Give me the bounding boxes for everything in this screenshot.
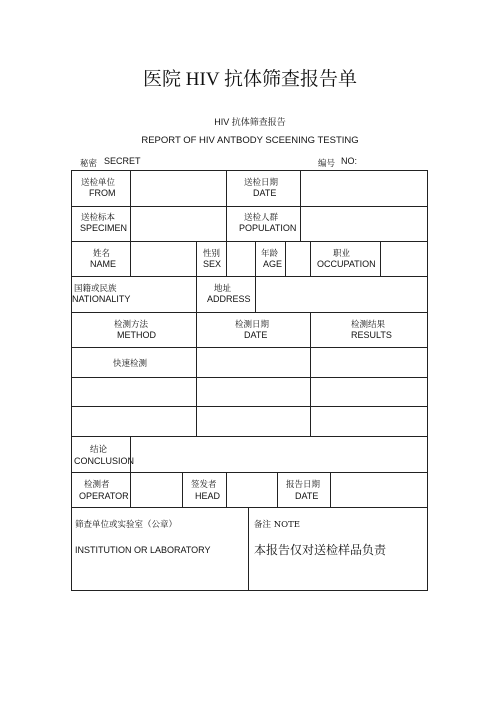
operator-label-cn: 检测者 bbox=[84, 480, 110, 490]
nationality-label-en: NATIONALITY bbox=[72, 294, 131, 304]
page-title: 医院 HIV 抗体筛查报告单 bbox=[143, 69, 357, 90]
number-label-en: NO: bbox=[341, 156, 358, 166]
results-label-en: RESULTS bbox=[351, 330, 392, 340]
conclusion-label-cn: 结论 bbox=[90, 445, 108, 455]
note-text: 本报告仅对送检样品负责 bbox=[254, 543, 387, 557]
date-label-cn: 送检日期 bbox=[244, 178, 279, 188]
from-label-en: FROM bbox=[89, 188, 116, 198]
conclusion-field[interactable] bbox=[131, 437, 426, 471]
date-label-en: DATE bbox=[253, 188, 277, 198]
name-label-cn: 姓名 bbox=[93, 249, 111, 259]
method-label-cn: 检测方法 bbox=[114, 320, 149, 330]
population-label-cn: 送检人群 bbox=[244, 213, 279, 223]
occupation-field[interactable] bbox=[381, 242, 426, 275]
population-field[interactable] bbox=[301, 207, 426, 240]
head-label-en: HEAD bbox=[195, 491, 221, 501]
note-label: 备注 NOTE bbox=[254, 520, 300, 530]
results-label-cn: 检测结果 bbox=[351, 320, 386, 330]
reportdate-label-cn: 报告日期 bbox=[286, 480, 321, 490]
secret-label-cn: 秘密 bbox=[80, 159, 98, 169]
sex-label-cn: 性别 bbox=[203, 249, 221, 259]
reportdate-label-en: DATE bbox=[295, 491, 319, 501]
specimen-label-en: SPECIMEN bbox=[80, 223, 128, 233]
rapid-test-date-field[interactable] bbox=[197, 348, 309, 376]
age-field[interactable] bbox=[286, 242, 309, 275]
method-label-en: METHOD bbox=[117, 330, 156, 340]
conclusion-label-en: CONCLUSION bbox=[74, 456, 135, 466]
subtitle-cn: HIV 抗体筛查报告 bbox=[214, 117, 286, 127]
name-label-en: NAME bbox=[90, 259, 117, 269]
subtitle-en: REPORT OF HIV ANTBODY SCEENING TESTING bbox=[141, 135, 359, 146]
age-label-en: AGE bbox=[263, 259, 283, 269]
testdate-label-en: DATE bbox=[244, 330, 268, 340]
sex-label-en: SEX bbox=[203, 259, 222, 269]
occupation-label-en: OCCUPATION bbox=[317, 259, 376, 269]
nationality-label-cn: 国籍或民族 bbox=[74, 284, 117, 294]
nationality-field[interactable] bbox=[131, 277, 195, 311]
from-field[interactable] bbox=[131, 171, 225, 205]
institution-label-en: INSTITUTION OR LABORATORY bbox=[75, 545, 211, 555]
sex-field[interactable] bbox=[227, 242, 254, 275]
address-field[interactable] bbox=[256, 277, 426, 311]
operator-label-en: OPERATOR bbox=[79, 491, 129, 501]
reportdate-field[interactable] bbox=[331, 473, 426, 506]
name-field[interactable] bbox=[131, 242, 195, 275]
rapid-test-result-field[interactable] bbox=[311, 348, 426, 376]
age-label-cn: 年龄 bbox=[261, 249, 279, 259]
address-label-cn: 地址 bbox=[214, 284, 232, 294]
number-label-cn: 编号 bbox=[318, 159, 336, 169]
from-label-cn: 送检单位 bbox=[81, 178, 116, 188]
institution-label-cn: 筛查单位或实验室（公章） bbox=[75, 520, 178, 530]
specimen-field[interactable] bbox=[131, 207, 225, 240]
population-label-en: POPULATION bbox=[239, 223, 297, 233]
specimen-label-cn: 送检标本 bbox=[81, 213, 116, 223]
testdate-label-cn: 检测日期 bbox=[235, 320, 270, 330]
rapid-test-label: 快速检测 bbox=[113, 359, 148, 369]
secret-label-en: SECRET bbox=[104, 156, 141, 166]
operator-field[interactable] bbox=[131, 473, 181, 506]
head-label-cn: 签发者 bbox=[191, 480, 217, 490]
head-field[interactable] bbox=[227, 473, 276, 506]
date-field[interactable] bbox=[301, 171, 426, 205]
address-label-en: ADDRESS bbox=[207, 294, 251, 304]
occupation-label-cn: 职业 bbox=[333, 249, 351, 259]
